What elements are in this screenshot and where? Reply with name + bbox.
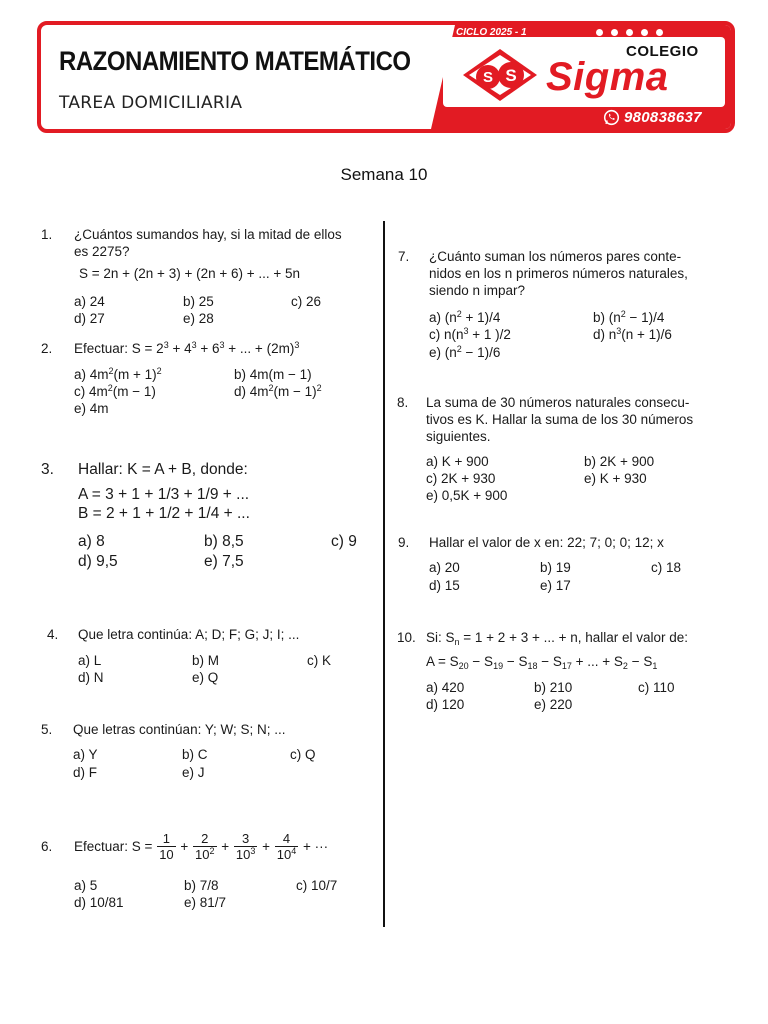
option-a: a) 420 (426, 680, 465, 695)
question-text: La suma de 30 números naturales consecu- (426, 395, 690, 410)
option-b: b) 8,5 (204, 533, 244, 550)
option-a: a) $(n^2 + 1)/4$ (429, 309, 501, 325)
option-a: a) $4m^2(m + 1)^2$ (74, 366, 162, 382)
option-d: d) 15 (429, 578, 460, 593)
question-text: tivos es K. Hallar la suma de los 30 números (426, 412, 694, 427)
week-heading: Semana 10 (340, 165, 428, 184)
question-text: siguientes. (426, 429, 491, 444)
option-c: c) 110 (638, 680, 675, 695)
option-e: e) 220 (534, 697, 573, 712)
question-formula: B = 2 + 1 + 1/2 + 1/4 + ... (78, 505, 250, 522)
option-a: a) 24 (74, 294, 105, 309)
question-text: Hallar el valor de x en: 22; 7; 0; 0; 12; x (429, 535, 664, 550)
option-b: b) M (192, 653, 219, 668)
document-title: RAZONAMIENTO MATEMÁTICO (59, 47, 411, 77)
question-text: Hallar: K = A + B, donde: (78, 461, 248, 478)
option-b: b) $(n^2 - 1)/4$ (593, 309, 665, 325)
option-e: e) 0,5K + 900 (426, 488, 508, 503)
option-d: d) 120 (426, 697, 465, 712)
question-text: ¿Cuánto suman los números pares conte- (429, 249, 682, 264)
option-d: d) N (78, 670, 104, 685)
question-number: 5. (41, 722, 53, 737)
option-c: c) $n(n^3 + 1$ )/2 (429, 326, 511, 342)
option-c: c) K (307, 653, 332, 668)
option-a: a) L (78, 653, 102, 668)
question-number: 2. (41, 341, 53, 356)
question-number: 4. (47, 627, 59, 642)
school-logo-icon (461, 47, 539, 103)
option-d: e) K + 930 (584, 471, 647, 486)
option-a: a) 20 (429, 560, 460, 575)
question-formula: A = 3 + 1 + 1/3 + 1/9 + ... (78, 486, 250, 503)
school-name: Sigma (546, 55, 669, 99)
option-d: d) 27 (74, 311, 105, 326)
option-d: d) 9,5 (78, 553, 118, 570)
column-divider (383, 221, 385, 927)
option-a: a) Y (73, 747, 98, 762)
question-formula: Efectuar: $S = 2^3 + 4^3 + 6^3$ + ... + $(2m)^3$ (74, 340, 300, 356)
question-text: siendo n impar? (429, 283, 526, 298)
option-b: b) 7/8 (184, 878, 219, 893)
option-b: b) 2K + 900 (584, 454, 655, 469)
question-text: Que letras continúan: Y; W; S; N; ... (73, 722, 286, 737)
option-e: e) 4m (74, 401, 109, 416)
question-text: nidos en los n primeros números naturales, (429, 266, 688, 281)
question-text: Si: $S_n = 1 + 2 + 3$ + ... + n, hallar el valor de: (426, 630, 689, 647)
option-d: d) $4m^2(m - 1)^2$ (234, 383, 322, 399)
option-a: a) 5 (74, 878, 98, 893)
option-c: c) 10/7 (296, 878, 338, 893)
phone-number: 980838637 (624, 109, 702, 126)
option-e: e) 7,5 (204, 553, 244, 570)
decorative-dots (596, 29, 663, 36)
option-e: e) Q (192, 670, 219, 685)
question-number: 10. (397, 630, 416, 645)
question-number: 8. (397, 395, 409, 410)
option-b: b) C (182, 747, 208, 762)
header-banner (37, 21, 735, 133)
option-b: b) 210 (534, 680, 573, 695)
option-e: e) 81/7 (184, 895, 227, 910)
option-e: e) 28 (183, 311, 214, 326)
option-e: e) 17 (540, 578, 571, 593)
svg-text:S: S (505, 66, 517, 85)
question-formula: S = 2n + (2n + 3) + (2n + 6) + ... + 5n (79, 266, 301, 281)
option-c: c) 2K + 930 (426, 471, 496, 486)
question-number: 1. (41, 227, 53, 242)
question-number: 7. (398, 249, 410, 264)
option-d: d) $n^3(n + 1)/6$ (593, 326, 672, 342)
phone-contact (603, 109, 702, 126)
question-text: Que letra continúa: A; D; F; G; J; I; ... (78, 627, 300, 642)
option-c: c) 18 (651, 560, 682, 575)
question-text: es 2275? (74, 244, 130, 259)
question-number: 9. (398, 535, 410, 550)
option-a: a) 8 (78, 533, 105, 550)
option-c: c) 9 (331, 533, 357, 550)
option-d: d) F (73, 765, 98, 780)
svg-text:S: S (482, 69, 494, 86)
document-subtitle: TAREA DOMICILIARIA (59, 93, 243, 113)
option-a: a) K + 900 (426, 454, 489, 469)
cycle-label: CICLO 2025 - 1 (456, 27, 527, 38)
school-label: COLEGIO (626, 43, 699, 60)
option-c: c) 26 (291, 294, 322, 309)
option-e: e) J (182, 765, 205, 780)
option-e: e) $(n^2 - 1)/6$ (429, 344, 501, 360)
question-formula: Efectuar: S = $\frac{1}{10}$ + $\frac{2}{10^2}$ + $\frac{3}{10^3}$ + $\frac{4}{10^4}$ + ··· (74, 830, 329, 862)
question-text: ¿Cuántos sumandos hay, si la mitad de ellos (74, 227, 342, 242)
option-c: c) $4m^2(m - 1)$ (74, 383, 156, 399)
question-number: 6. (41, 839, 53, 854)
option-b: b) 19 (540, 560, 571, 575)
option-b: b) 25 (183, 294, 214, 309)
whatsapp-icon (603, 109, 620, 126)
option-c: c) Q (290, 747, 316, 762)
question-number: 3. (41, 461, 54, 478)
option-b: b) 4m(m − 1) (234, 367, 312, 382)
option-d: d) 10/81 (74, 895, 124, 910)
question-formula: $A = S_{20} - S_{19} - S_{18} - S_{17}$ + ... + $S_2 - S_1$ (426, 654, 658, 671)
